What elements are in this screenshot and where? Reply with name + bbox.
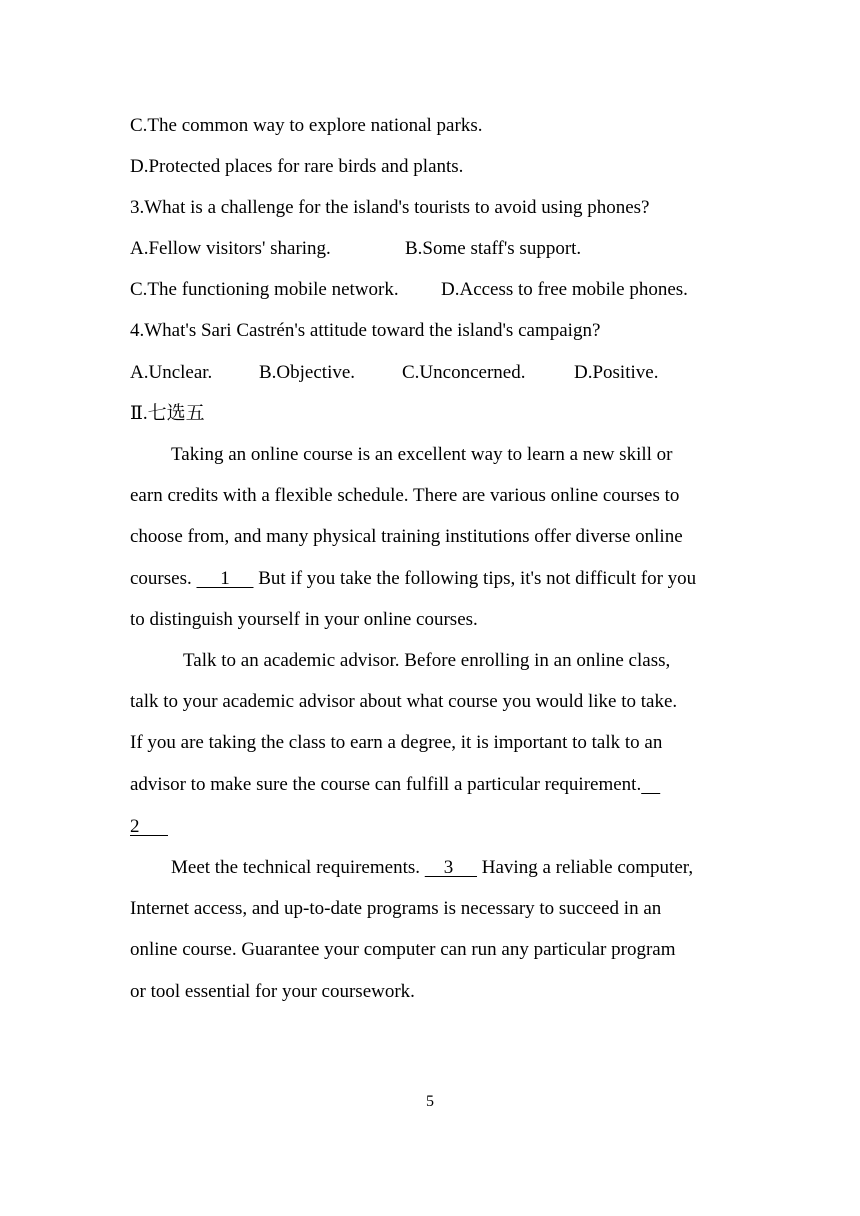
question-4-option-a: A.Unclear. <box>130 362 213 383</box>
passage-p2-line3: If you are taking the class to earn a degree, it is important to talk to an <box>130 732 663 753</box>
option-c-prev: C.The common way to explore national parks. <box>130 115 483 136</box>
passage-p3-line2: Internet access, and up-to-date programs is necessary to succeed in an <box>130 898 662 919</box>
passage-p3-line4: or tool essential for your coursework. <box>130 981 415 1002</box>
question-4-stem: 4.What's Sari Castrén's attitude toward the island's campaign? <box>130 320 601 341</box>
passage-p3-line3: online course. Guarantee your computer can run any particular program <box>130 939 676 960</box>
section-heading: Ⅱ.七选五 <box>130 403 205 424</box>
passage-p1-line5: to distinguish yourself in your online courses. <box>130 609 478 630</box>
passage-p1-line1: Taking an online course is an excellent way to learn a new skill or <box>171 444 673 465</box>
passage-p3-line1-end: Having a reliable computer, <box>477 857 694 878</box>
question-3-option-a: A.Fellow visitors' sharing. <box>130 238 331 259</box>
question-4-option-b: B.Objective. <box>259 362 356 383</box>
passage-p2-line2: talk to your academic advisor about what course you would like to take. <box>130 691 678 712</box>
option-d-prev: D.Protected places for rare birds and plants. <box>130 156 464 177</box>
passage-p1-line3: choose from, and many physical training institutions offer diverse online <box>130 526 683 547</box>
blank-2: 2 <box>130 816 168 837</box>
passage-p2-line5 <box>130 815 168 839</box>
passage-p2-line4 <box>130 773 660 797</box>
blank-3: 3 <box>424 857 478 878</box>
question-4-option-c: C.Unconcerned. <box>402 362 526 383</box>
blank-2-lead <box>641 774 660 795</box>
passage-p2-line4-text: advisor to make sure the course can fulfill a particular requirement. <box>130 774 642 795</box>
question-3-stem: 3.What is a challenge for the island's tourists to avoid using phones? <box>130 197 650 218</box>
passage-p1-line4-end: But if you take the following tips, it's not difficult for you <box>253 568 697 589</box>
blank-1: 1 <box>196 568 254 589</box>
question-3-option-d: D.Access to free mobile phones. <box>441 279 688 300</box>
passage-p3-line1-start: Meet the technical requirements. <box>171 857 425 878</box>
question-4-option-d: D.Positive. <box>574 362 659 383</box>
passage-p3-line1 <box>171 856 693 880</box>
question-3-option-b: B.Some staff's support. <box>405 238 582 259</box>
passage-p2-line1: Talk to an academic advisor. Before enrolling in an online class, <box>183 650 671 671</box>
page-number: 5 <box>426 1093 434 1110</box>
passage-p1-line4 <box>130 567 696 591</box>
passage-p1-line4-start: courses. <box>130 568 197 589</box>
question-3-option-c: C.The functioning mobile network. <box>130 279 399 300</box>
passage-p1-line2: earn credits with a flexible schedule. There are various online courses to <box>130 485 680 506</box>
